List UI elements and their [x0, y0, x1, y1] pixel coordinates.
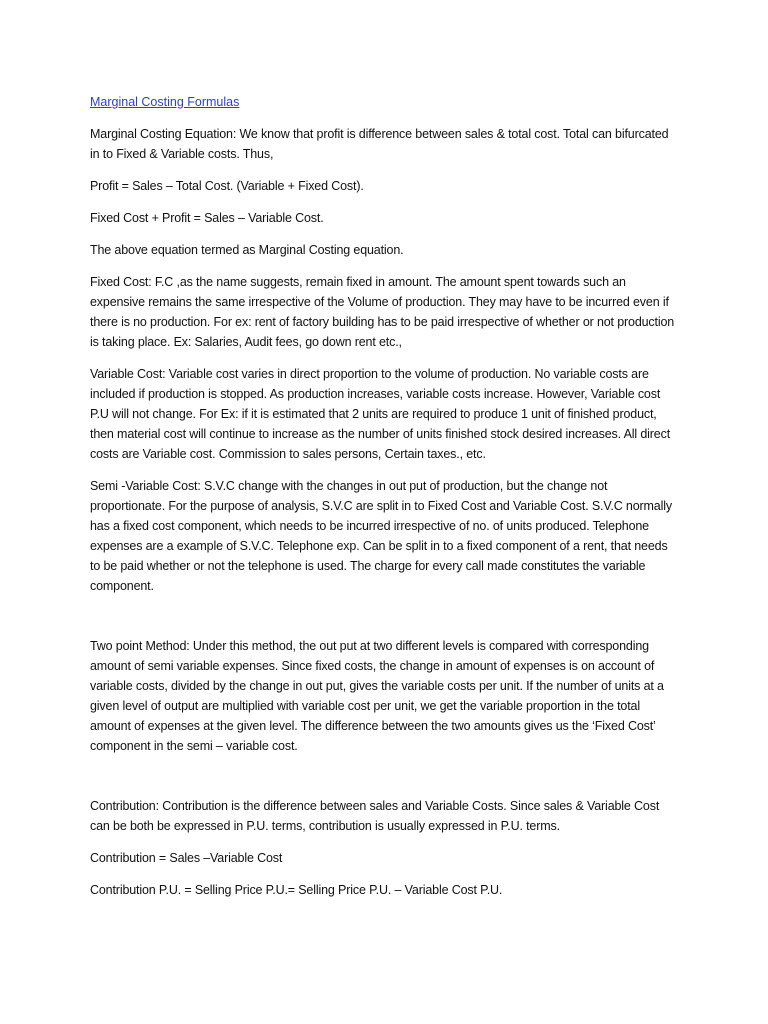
spacer [90, 836, 680, 848]
paragraph-two-point-method: Two point Method: Under this method, the out put at two different levels is compared with corresponding amount of semi variable expenses. Since fixed costs, the change in amount of expenses is on account of variable costs, divided by the change in out put, gives the variable costs per unit. If the number of units at a given level of output are multiplied with variable cost per unit, we get the variable proportion in the total amount of expenses at the given level. The difference between the two amounts gives us the ‘Fixed Cost’ component in the semi – variable cost. [90, 639, 664, 753]
spacer [90, 164, 680, 176]
spacer [90, 464, 680, 476]
document-title-link[interactable]: Marginal Costing Formulas [90, 95, 240, 109]
spacer [90, 756, 680, 796]
spacer [90, 868, 680, 880]
spacer [90, 352, 680, 364]
spacer [90, 196, 680, 208]
paragraph-contribution-pu-formula: Contribution P.U. = Selling Price P.U.= Selling Price P.U. – Variable Cost P.U. [90, 883, 503, 897]
paragraph-contribution: Contribution: Contribution is the difference between sales and Variable Costs. Since sales & Variable Cost can be both be expressed in P.U. terms, contribution is usually expressed in P.U. terms. [90, 799, 660, 833]
document-page [90, 92, 680, 900]
paragraph-profit-formula: Profit = Sales – Total Cost. (Variable + Fixed Cost). [90, 179, 364, 193]
spacer [90, 228, 680, 240]
paragraph-equation-note: The above equation termed as Marginal Costing equation. [90, 243, 404, 257]
paragraph-fixed-cost: Fixed Cost: F.C ,as the name suggests, remain fixed in amount. The amount spent towards such an expensive remains the same irrespective of the Volume of production. They may have to be incurred even if there is no production. For ex: rent of factory building has to be paid irrespective of whether or not production is taking place. Ex: Salaries, Audit fees, go down rent etc., [90, 275, 675, 349]
spacer [90, 260, 680, 272]
paragraph-variable-cost: Variable Cost: Variable cost varies in direct proportion to the volume of production. No variable costs are included if production is stopped. As production increases, variable costs increase. However, Variable cost P.U will not change. For Ex: if it is estimated that 2 units are required to produce 1 unit of finished product, then material cost will continue to increase as the number of units finished stock desired increases. All direct costs are Variable cost. Commission to sales persons, Certain taxes., etc. [90, 367, 671, 461]
spacer [90, 596, 680, 636]
paragraph-semi-variable-cost: Semi -Variable Cost: S.V.C change with the changes in out put of production, but the change not proportionate. For the purpose of analysis, S.V.C are split in to Fixed Cost and Variable Cost. S.V.C normally has a fixed cost component, which needs to be incurred irrespective of no. of units produced. Telephone expenses are a example of S.V.C. Telephone exp. Can be split in to a fixed component of a rent, that needs to be paid whether or not the telephone is used. The charge for every call made constitutes the variable component. [90, 479, 672, 593]
paragraph-contribution-formula: Contribution = Sales –Variable Cost [90, 851, 283, 865]
paragraph-fixed-cost-profit-formula: Fixed Cost + Profit = Sales – Variable Cost. [90, 211, 324, 225]
paragraph-marginal-costing-equation: Marginal Costing Equation: We know that profit is difference between sales & total cost. Total can bifurcated in to Fixed & Variable costs. Thus, [90, 127, 669, 161]
